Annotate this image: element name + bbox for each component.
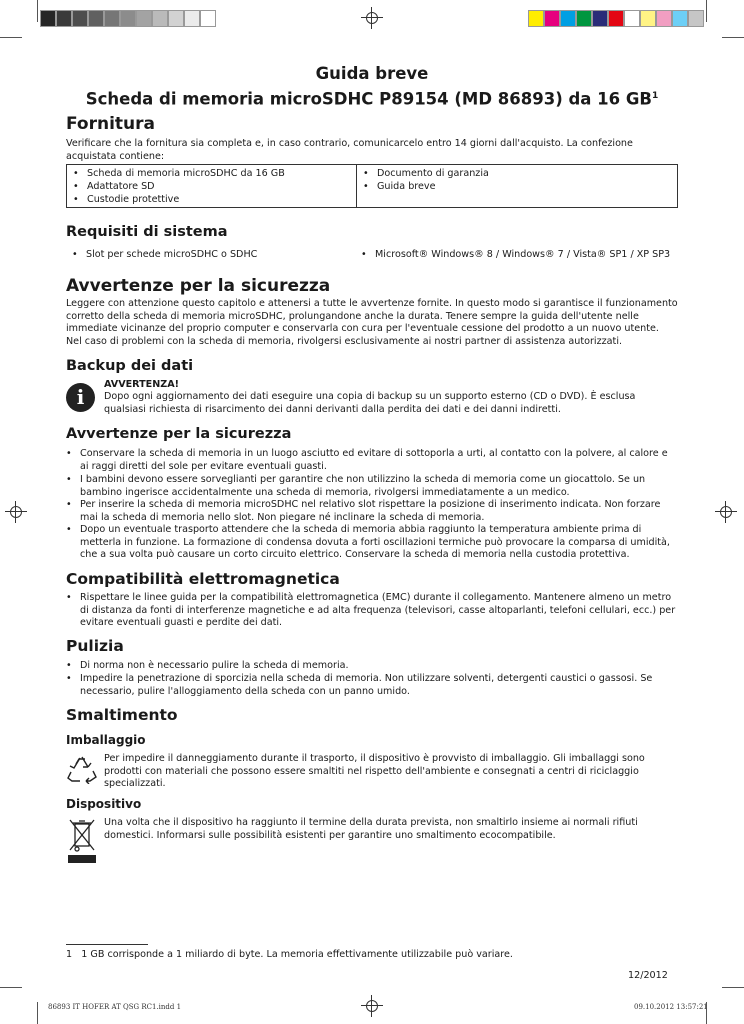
color-swatch <box>592 10 608 27</box>
dispositivo-text: Una volta che il dispositivo ha raggiunto il termine della durata prevista, non smaltirlo insieme ai normali rifiuti domestici. Informarsi sulle possibilità esistenti per garantire uno smaltimento ecocompatibile. <box>104 817 638 841</box>
bullet: • <box>66 524 72 535</box>
title-line1: Guida breve <box>315 64 429 83</box>
color-swatch <box>200 10 216 27</box>
title-line2-text: Scheda di memoria microSDHC P89154 (MD 86893) da 16 GB <box>85 89 652 109</box>
list-item: • Guida breve <box>357 180 677 193</box>
requisiti-left-text: Slot per schede microSDHC o SDHC <box>86 249 258 260</box>
crop-mark <box>706 0 707 22</box>
heading-pulizia: Pulizia <box>66 637 124 655</box>
heading-smaltimento: Smaltimento <box>66 706 178 724</box>
crossed-bin-icon <box>68 816 96 864</box>
list-item: • Scheda di memoria microSDHC da 16 GB <box>67 167 356 180</box>
bullet: • <box>66 673 72 684</box>
contents-table <box>66 164 678 208</box>
list-item-text: Di norma non è necessario pulire la scheda di memoria. <box>80 660 349 671</box>
crop-mark <box>722 37 744 38</box>
color-swatch <box>120 10 136 27</box>
bullet: • <box>72 249 78 260</box>
color-swatch <box>624 10 640 27</box>
list-item-text: Impedire la penetrazione di sporcizia nella scheda di memoria. Non utilizzare solventi, detergenti caustici o gassosi. Se necessario, pulire l'alloggiamento della scheda con un panno umido. <box>80 673 653 697</box>
list-item <box>66 673 676 698</box>
color-swatch <box>40 10 56 27</box>
list-item-text: Dopo un eventuale trasporto attendere che la scheda di memoria abbia raggiunto la temperatura ambiente prima di metterla in funzione. La formazione di condensa dovuta a forti oscillazioni termiche può provocare la comparsa di umidità, che a sua volta può causare un corto circuito elettrico. Conservare la scheda di memoria nella custodia protettiva. <box>80 524 670 560</box>
crop-mark <box>37 1002 38 1024</box>
heading-dispositivo: Dispositivo <box>66 797 142 811</box>
color-swatch <box>640 10 656 27</box>
color-swatch <box>72 10 88 27</box>
avvertenze-p1: Leggere con attenzione questo capitolo e attenersi a tutte le avvertenze fornite. In questo modo si garantisce il funzionamento corretto della scheda di memoria microSDHC, prolungandone anche la durata. Tenere sempre la guida dell'utente nelle immediate vicinanze del proprio computer e conservarla con cura per l'eventuale cessione del prodotto a un nuovo utente. <box>66 298 678 334</box>
color-swatch <box>688 10 704 27</box>
warning-text: Dopo ogni aggiornamento dei dati eseguire una copia di backup su un supporto esterno (CD o DVD). È esclusa qualsiasi richiesta di risarcimento dei danni derivanti dalla perdita dei dati e dei danni indiretti. <box>104 391 636 415</box>
fornitura-text: Verificare che la fornitura sia completa e, in caso contrario, comunicarcelo entro 14 giorni dall'acquisto. La confezione acquistata contiene: <box>66 138 633 162</box>
title-footnote-ref: 1 <box>652 91 659 101</box>
bullet: • <box>66 448 72 459</box>
color-swatch <box>672 10 688 27</box>
color-swatch <box>104 10 120 27</box>
imballaggio-text: Per impedire il danneggiamento durante il trasporto, il dispositivo è provvisto di imballaggio. Gli imballaggi sono prodotti con materiali che possono essere smaltiti nel rispetto dell'ambiente e consegnati a centri di riciclaggio specializzati. <box>104 753 645 789</box>
list-item <box>66 448 676 473</box>
color-swatch <box>168 10 184 27</box>
color-swatch <box>184 10 200 27</box>
list-item <box>66 660 676 673</box>
color-swatch <box>656 10 672 27</box>
heading-avvertenze: Avvertenze per la sicurezza <box>66 276 331 296</box>
list-item: • Custodie protettive <box>67 193 356 206</box>
footnote <box>66 949 513 961</box>
contents-right-col <box>357 165 677 209</box>
crop-mark <box>0 987 22 988</box>
list-item: • Adattatore SD <box>67 180 356 193</box>
color-swatch <box>560 10 576 27</box>
info-icon: i <box>66 383 95 412</box>
document-title <box>0 63 744 111</box>
heading-sicurezza: Avvertenze per la sicurezza <box>66 426 292 442</box>
list-item <box>66 592 676 630</box>
color-swatch <box>576 10 592 27</box>
list-item <box>66 524 676 562</box>
heading-fornitura: Fornitura <box>66 114 156 134</box>
bullet: • <box>66 499 72 510</box>
color-swatch <box>608 10 624 27</box>
recycling-icon <box>66 754 98 784</box>
registration-mark-left <box>9 505 23 519</box>
bullet: • <box>66 474 72 485</box>
list-item-text: Per inserire la scheda di memoria microSDHC nel relativo slot rispettare la posizione di inserimento indicata. Non forzare mai la scheda di memoria nello slot. Non piegare né inclinare la scheda di memoria. <box>80 499 661 523</box>
avvertenze-p2: Nel caso di problemi con la scheda di memoria, rivolgersi esclusivamente ai nostri partner di assistenza autorizzati. <box>66 336 623 347</box>
slug-filename: 86893 IT HOFER AT QSG RC1.indd 1 <box>48 1003 182 1011</box>
color-swatch <box>56 10 72 27</box>
list-item-text: Rispettare le linee guida per la compatibilità elettromagnetica (EMC) durante il collegamento. Mantenere almeno un metro di distanza da fonti di interferenze magnetiche e ad alta frequenza (televisori, casse altoparlanti, telefoni cellulari, ecc.) per evitare eventuali guasti e perdite dei dati. <box>80 592 676 628</box>
requisiti-right <box>361 249 671 262</box>
list-item: • Documento di garanzia <box>357 167 677 180</box>
crop-mark <box>0 37 22 38</box>
footnote-rule <box>66 944 148 945</box>
bullet: • <box>66 592 72 603</box>
heading-requisiti: Requisiti di sistema <box>66 224 228 240</box>
list-item <box>66 499 676 524</box>
registration-mark-right <box>719 505 733 519</box>
color-swatch <box>544 10 560 27</box>
color-swatch <box>136 10 152 27</box>
registration-mark-top <box>365 11 379 25</box>
document-date: 12/2012 <box>628 970 668 981</box>
crop-mark <box>722 987 744 988</box>
bullet: • <box>361 249 367 260</box>
registration-mark-bottom <box>365 999 379 1013</box>
color-swatch <box>152 10 168 27</box>
list-item-text: I bambini devono essere sorveglianti per garantire che non utilizzino la scheda di memoria come un giocattolo. Se un bambino ingerisce accidentalmente una scheda di memoria, rivolgersi immediatamente a un medico. <box>80 474 646 498</box>
bullet: • <box>66 660 72 671</box>
list-item-text: Conservare la scheda di memoria in un luogo asciutto ed evitare di sottoporla a urti, al contatto con la polvere, al calore e ai raggi diretti del sole per evitare eventuali guasti. <box>80 448 668 472</box>
color-swatch <box>88 10 104 27</box>
heading-imballaggio: Imballaggio <box>66 733 146 747</box>
contents-left-col <box>67 165 356 209</box>
title-line2 <box>0 85 744 111</box>
requisiti-left <box>72 249 258 262</box>
warning-label: AVVERTENZA! <box>104 379 180 390</box>
crop-mark <box>37 0 38 22</box>
color-swatch <box>528 10 544 27</box>
list-item <box>66 474 676 499</box>
requisiti-right-text: Microsoft® Windows® 8 / Windows® 7 / Vista® SP1 / XP SP3 <box>375 249 671 260</box>
heading-emc: Compatibilità elettromagnetica <box>66 570 340 588</box>
heading-backup: Backup dei dati <box>66 358 194 374</box>
footnote-number: 1 <box>66 949 73 960</box>
footnote-text: 1 GB corrisponde a 1 miliardo di byte. La memoria effettivamente utilizzabile può variare. <box>81 949 513 960</box>
slug-timestamp: 09.10.2012 13:57:21 <box>634 1003 708 1011</box>
